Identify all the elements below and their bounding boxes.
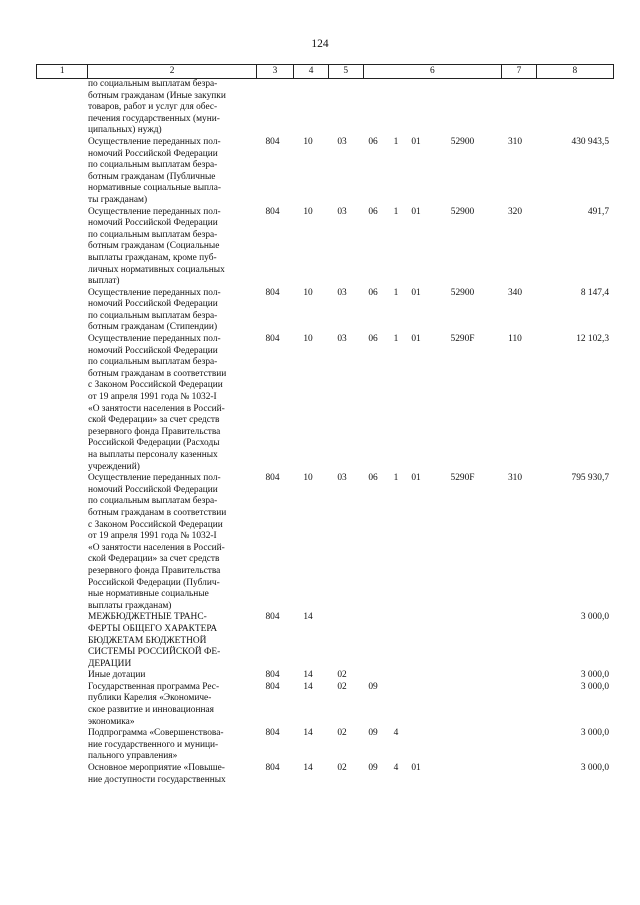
cell-activity: [405, 670, 427, 682]
cell-section: 10: [303, 136, 313, 147]
cell-program: 06: [368, 334, 378, 345]
cell-direction: [427, 763, 498, 786]
cell-section: 10: [303, 287, 313, 298]
cell-direction: [427, 728, 498, 763]
column-header: 6: [364, 65, 503, 78]
cell-activity: 01: [411, 136, 421, 147]
page-number: 124: [311, 38, 329, 50]
column-header: 4: [294, 65, 329, 78]
cell-section: 14: [303, 612, 313, 623]
row-description: по социальным выплатам безра- ботным гражданам (Иные закупки товаров, работ и услуг для обес- печения государственных (муни- ципальных) нужд): [88, 79, 226, 136]
cell-expense-type: [498, 612, 532, 670]
cell-ministry-code: 804: [265, 670, 280, 681]
cell-subsection: 03: [337, 473, 347, 484]
row-description: Государственная программа Рес- публики Карелия «Экономиче- ское развитие и инновационная экономика»: [88, 681, 220, 727]
cell-section: 10: [303, 334, 313, 345]
column-header: 8: [537, 65, 614, 78]
cell-program: [359, 79, 387, 137]
budget-table: [36, 64, 614, 786]
row-description: Основное мероприятие «Повыше- ние доступности государственных: [88, 763, 226, 785]
cell-subprogram: 1: [393, 136, 399, 147]
cell-section: 14: [303, 681, 313, 692]
cell-activity: 01: [411, 206, 421, 217]
cell-expense-type: [498, 670, 532, 682]
table-row: [36, 79, 614, 137]
cell-amount: 795 930,7: [571, 473, 609, 484]
table-row: [36, 612, 614, 670]
cell-subsection: [325, 612, 359, 670]
cell-subsection: 02: [337, 728, 347, 739]
row-description: Осуществление переданных пол- номочий Российской Федерации по социальным выплатам безра- ботным гражданам (Стипендии): [88, 287, 221, 333]
cell-subprogram: [387, 79, 405, 137]
cell-subsection: 03: [337, 287, 347, 298]
cell-section: 14: [303, 670, 313, 681]
cell-direction: [427, 79, 498, 137]
row-description: Осуществление переданных пол- номочий Российской Федерации по социальным выплатам безра- ботным гражданам (Публичные нормативные социальные выпла- ты гражданам): [88, 136, 222, 205]
cell-subsection: 03: [337, 334, 347, 345]
cell-expense-type: 340: [507, 287, 523, 298]
cell-ministry-code: 804: [265, 612, 280, 623]
cell-activity: 01: [411, 473, 421, 484]
cell-section: 10: [303, 206, 313, 217]
cell-program: 06: [368, 136, 378, 147]
row-description: Осуществление переданных пол- номочий Российской Федерации по социальным выплатам безра- ботным гражданам в соответствии с Законом Российской Федерации от 19 апреля 1991 года № 1032-I «О занятости населения в Россий- ской Федерации» за счет средств резервного фонда Правительства Российской Федерации (Публич- ные нормативные социальные выплаты гражданам): [88, 473, 227, 611]
cell-program: 06: [368, 473, 378, 484]
cell-ministry-code: [254, 79, 291, 137]
cell-amount: 12 102,3: [576, 334, 609, 345]
column-header: 7: [502, 65, 537, 78]
table-row: [36, 670, 614, 682]
cell-expense-type: [498, 763, 532, 786]
cell-subsection: 02: [337, 670, 347, 681]
cell-activity: [405, 728, 427, 763]
cell-ministry-code: 804: [265, 763, 280, 774]
row-description: Иные дотации: [88, 670, 146, 681]
cell-expense-type: [498, 79, 532, 137]
table-row: [36, 473, 614, 612]
row-description: Подпрограмма «Совершенствова- ние государственного и муници- пального управления»: [88, 728, 224, 762]
cell-subsection: 02: [337, 681, 347, 692]
table-header-row: [36, 64, 614, 79]
cell-section: [291, 79, 325, 137]
cell-subprogram: [387, 682, 405, 728]
cell-direction: [427, 670, 498, 682]
cell-direction: [427, 612, 498, 670]
cell-section: 10: [303, 473, 313, 484]
cell-ministry-code: 804: [265, 334, 280, 345]
cell-ministry-code: 804: [265, 728, 280, 739]
cell-subsection: 02: [337, 763, 347, 774]
column-header: 5: [329, 65, 364, 78]
cell-expense-type: [498, 682, 532, 728]
table-row: [36, 682, 614, 728]
cell-amount: 8 147,4: [580, 287, 609, 298]
cell-ministry-code: 804: [265, 206, 280, 217]
cell-subprogram: [387, 612, 405, 670]
table-row: [36, 334, 614, 473]
cell-amount: 3 000,0: [580, 612, 609, 623]
cell-direction: [427, 682, 498, 728]
table-row: [36, 207, 614, 288]
cell-activity: 01: [411, 334, 421, 345]
cell-subprogram: 4: [393, 728, 399, 739]
cell-section: 14: [303, 763, 313, 774]
cell-direction: 52900: [450, 136, 475, 147]
cell-section: 14: [303, 728, 313, 739]
cell-program: 06: [368, 287, 378, 298]
cell-activity: 01: [411, 287, 421, 298]
cell-ministry-code: 804: [265, 136, 280, 147]
cell-subprogram: 1: [393, 334, 399, 345]
column-header: 2: [88, 65, 256, 78]
cell-direction: 5290F: [450, 473, 475, 484]
table-row: [36, 728, 614, 763]
column-header: 3: [257, 65, 295, 78]
table-row: [36, 288, 614, 334]
row-description: Осуществление переданных пол- номочий Российской Федерации по социальным выплатам безра- ботным гражданам в соответствии с Законом Российской Федерации от 19 апреля 1991 года № 1032-I «О занятости населения в Россий- ской Федерации» за счет средств резервного фонда Правительства Российской Федерации (Расходы на выплаты персоналу казенных учреждений): [88, 334, 227, 472]
cell-activity: [405, 682, 427, 728]
cell-direction: 52900: [450, 287, 475, 298]
cell-subsection: 03: [337, 136, 347, 147]
cell-amount: 430 943,5: [571, 136, 609, 147]
cell-direction: 5290F: [450, 334, 475, 345]
cell-subprogram: 4: [393, 763, 399, 774]
cell-expense-type: [498, 728, 532, 763]
cell-ministry-code: 804: [265, 287, 280, 298]
cell-program: [359, 612, 387, 670]
cell-ministry-code: 804: [265, 681, 280, 692]
cell-ministry-code: 804: [265, 473, 280, 484]
table-body: [36, 79, 614, 786]
cell-amount: 3 000,0: [580, 670, 609, 681]
cell-amount: 3 000,0: [580, 763, 609, 774]
cell-program: 09: [368, 681, 378, 692]
cell-amount: [532, 79, 609, 137]
cell-program: 06: [368, 206, 378, 217]
table-row: [36, 137, 614, 207]
cell-activity: 01: [411, 763, 421, 774]
cell-expense-type: 320: [507, 206, 523, 217]
column-header: 1: [37, 65, 88, 78]
cell-program: 09: [368, 763, 378, 774]
cell-activity: [405, 612, 427, 670]
cell-subsection: [325, 79, 359, 137]
cell-amount: 3 000,0: [580, 681, 609, 692]
cell-subprogram: [387, 670, 405, 682]
cell-subprogram: 1: [393, 206, 399, 217]
cell-subprogram: 1: [393, 473, 399, 484]
cell-expense-type: 310: [507, 136, 523, 147]
cell-activity: [405, 79, 427, 137]
cell-expense-type: 110: [508, 334, 522, 345]
cell-subprogram: 1: [393, 287, 399, 298]
row-description: Осуществление переданных пол- номочий Российской Федерации по социальным выплатам безра- ботным гражданам (Социальные выплаты гражданам, кроме пуб- личных нормативных социальных выплат): [88, 206, 225, 287]
cell-amount: 3 000,0: [580, 728, 609, 739]
cell-direction: 52900: [450, 206, 475, 217]
cell-program: [359, 670, 387, 682]
cell-subsection: 03: [337, 206, 347, 217]
table-row: [36, 763, 614, 786]
cell-program: 09: [368, 728, 378, 739]
row-description: МЕЖБЮДЖЕТНЫЕ ТРАНС- ФЕРТЫ ОБЩЕГО ХАРАКТЕРА БЮДЖЕТАМ БЮДЖЕТНОЙ СИСТЕМЫ РОССИЙСКОЙ ФЕ- ДЕРАЦИИ: [88, 612, 221, 669]
cell-amount: 491,7: [587, 206, 609, 217]
cell-expense-type: 310: [507, 473, 523, 484]
